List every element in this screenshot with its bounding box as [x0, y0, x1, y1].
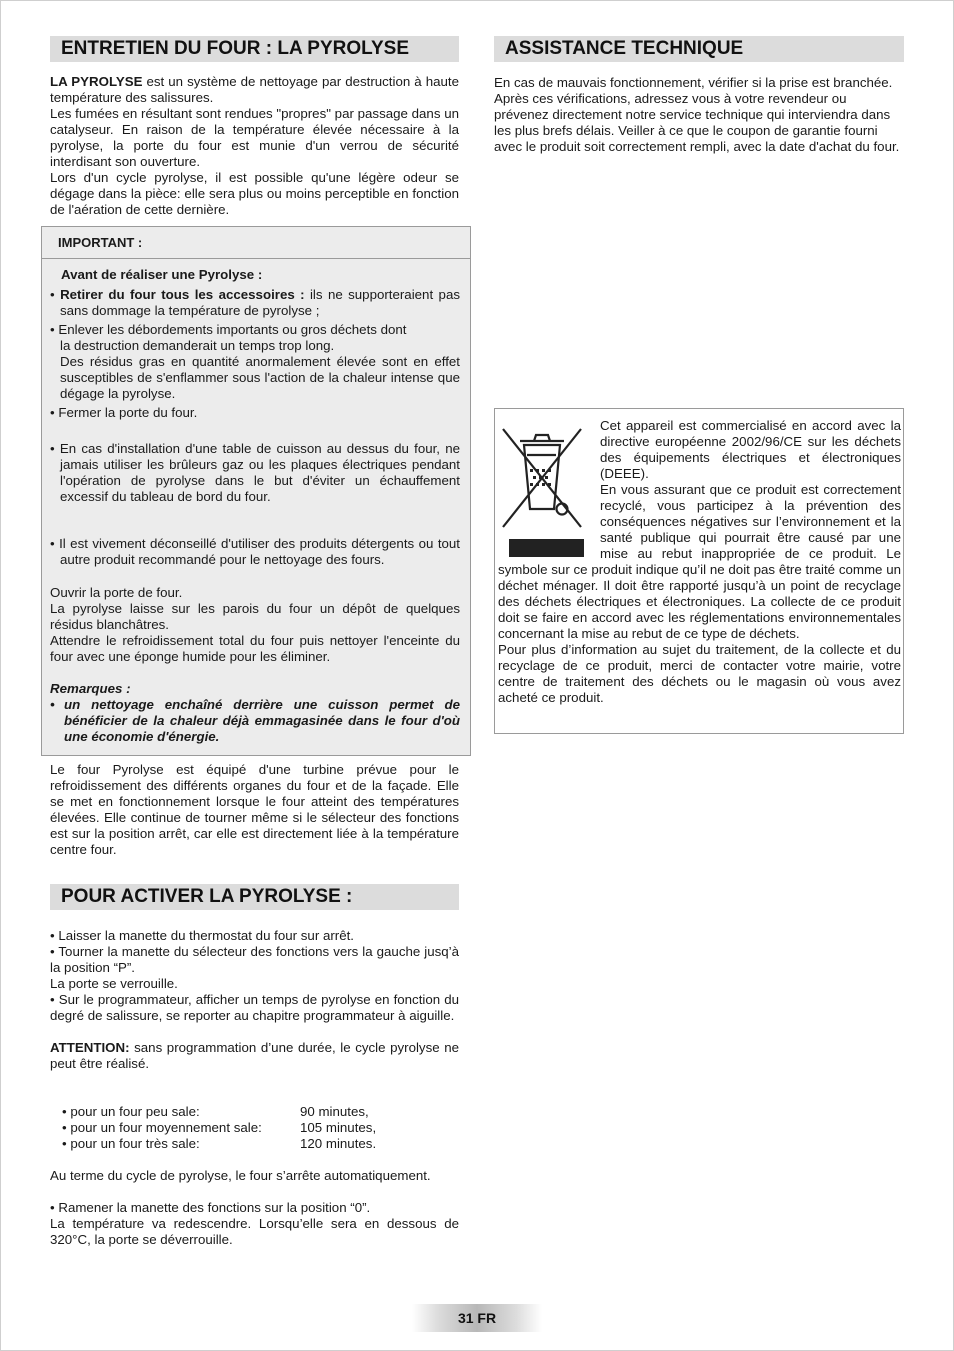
bullet-2-line-2: la destruction demanderait un temps trop long.: [60, 338, 335, 353]
bullet-1-text: ils ne supporteraient pas sans dommage la température de pyrolyse ;: [60, 287, 460, 318]
after-paragraph-3: Attendre le refroidissement total du four puis nettoyer l'enceinte du four avec une éponge humide pour les éliminer.: [50, 633, 460, 664]
remarks-title: Remarques :: [50, 681, 131, 696]
duration-row: [62, 1136, 422, 1152]
crossed-out-wheelie-bin-icon: [500, 417, 584, 559]
page-number-tab: [412, 1304, 542, 1332]
end-bullet: • Ramener la manette des fonctions sur la position “0”.: [50, 1200, 371, 1215]
important-bullet-3: • Fermer la porte du four.: [50, 405, 198, 420]
bullet-5-text: Il est vivement déconseillé d'utiliser des produits détergents ou tout autre produit recommandé pour le nettoyage des fours.: [59, 536, 460, 567]
intro-paragraph-2: Les fumées en résultant sont rendues "propres" par passage dans un catalyseur. En raison de la température élevée nécessaire à la pyrolyse, la porte du four est munie d'un verrou de sécurité interdisant son ouverture.: [50, 106, 459, 169]
duration-row: [62, 1104, 422, 1120]
weee-notice-box: [494, 408, 904, 734]
pyrolyse-durations: [62, 1104, 422, 1152]
weee-paragraph-2: En vous assurant que ce produit est correctement recyclé, vous participez à la prévention des conséquences négatives sur l’environnement et la santé publique qui pourrait être causé par une mise au rebut inappropriée de ce produit. Le symbole sur ce produit indique qu’il ne doit pas être traité comme un déchet ménager. Il doit être rapporté jusqu’à un point de recyclage des déchets électriques et électroniques. La collecte de ce produit doit se faire en accord avec les réglementations environnementales concernant la mise au rebut de ce type de déchets.: [498, 482, 901, 641]
attention-paragraph: [50, 1040, 459, 1072]
duration-label: • pour un four moyennement sale:: [62, 1120, 262, 1135]
duration-label: • pour un four peu sale:: [62, 1104, 200, 1119]
weee-paragraph-1: Cet appareil est commercialisé en accord avec la directive européenne 2002/96/CE sur les déchets des équipements électriques et électroniques (DEEE).: [600, 418, 901, 481]
bullet-2-line-3: Des résidus gras en quantité anormalement élevée sont en effet susceptibles de s'enflammer sous l'action de la chaleur intense que dégage la pyrolyse.: [60, 354, 460, 401]
important-bullet-4: • En cas d'installation d'une table de cuisson au dessus du four, ne jamais utiliser les brûleurs gaz ou les plaques électriques pendant l'opération de pyrolyse dans le but d'éviter un échauffement excessif du tableau de bord du four.: [50, 441, 460, 504]
after-paragraph-2: La pyrolyse laisse sur les parois du four un dépôt de quelques résidus blanchâtres.: [50, 601, 460, 632]
activation-bullet-3: • Sur le programmateur, afficher un temps de pyrolyse en fonction du degré de salissure, se reporter au chapitre programmateur à aiguille.: [50, 992, 459, 1023]
remarks-item-text: un nettoyage enchaîné derrière une cuisson permet de bénéficier de la chaleur déjà emmagasinée dans le four d'où une économie d'énergie.: [64, 697, 460, 744]
end-of-cycle: [50, 1168, 459, 1248]
section-heading-activer: POUR ACTIVER LA PYROLYSE :: [50, 884, 459, 910]
intro-text: est un système de nettoyage par destruction à haute température des salissures.: [50, 74, 459, 105]
section-heading-assistance: ASSISTANCE TECHNIQUE: [494, 36, 904, 62]
intro-paragraph-3: Lors d'un cycle pyrolyse, il est possible qu'une légère odeur se dégage dans la pièce: elle sera plus ou moins perceptible en fonction de l'aération de cette dernière.: [50, 170, 459, 217]
bullet-2-line-1: Enlever les débordements importants ou gros déchets dont: [58, 322, 407, 337]
duration-row: [62, 1120, 422, 1136]
important-body: [50, 267, 460, 568]
important-box: [41, 226, 471, 756]
after-paragraph-1: Ouvrir la porte de four.: [50, 585, 183, 600]
activation-bullet-2: • Tourner la manette du sélecteur des fonctions vers la gauche jusq’à la position “P”.: [50, 944, 459, 975]
intro-bold: LA PYROLYSE: [50, 74, 143, 89]
turbine-paragraph: Le four Pyrolyse est équipé d'une turbine prévue pour le refroidissement des différents organes du four et de la façade. Elle se met en fonctionnement lorsque le four atteint des températures élevées. Elle continue de tourner même si le sélecteur des fonctions est sur la position arrêt, car elle est directement liée à la température centre four.: [50, 762, 459, 857]
weee-paragraph-3: Pour plus d’information au sujet du traitement, de la collecte et du recyclage de ce produit, merci de contacter votre mairie, votre centre de traitement des déchets ou le magasin où vous avez acheté ce produit.: [498, 642, 901, 705]
duration-label: • pour un four très sale:: [62, 1136, 200, 1151]
activation-bullet-1: • Laisser la manette du thermostat du four sur arrêt.: [50, 928, 354, 943]
important-bullet-5: • Il est vivement déconseillé d'utiliser des produits détergents ou tout autre produit recommandé pour le nettoyage des fours.: [50, 536, 460, 567]
important-bullet-1: • Retirer du four tous les accessoires : ils ne supporteraient pas sans dommage la température de pyrolyse ;: [50, 287, 460, 318]
important-title: IMPORTANT :: [42, 227, 470, 259]
pyrolyse-intro: [50, 74, 459, 218]
bullet-4-text: En cas d'installation d'une table de cuisson au dessus du four, ne jamais utiliser les brûleurs gaz ou les plaques électriques pendant l'opération de pyrolyse dans le but d'éviter un échauffement excessif du tableau de bord du four.: [59, 441, 460, 504]
page-number: 31 FR: [457, 1310, 497, 1326]
important-bullet-2: • Enlever les débordements importants ou gros déchets dont la destruction demanderait un temps trop long. Des résidus gras en quantité anormalement élevée sont en effet susceptibles de s'enflammer sous l'action de la chaleur intense que dégage la pyrolyse.: [50, 322, 460, 401]
duration-value: 90 minutes,: [300, 1104, 369, 1119]
activation-steps: [50, 928, 459, 1072]
remarks-item: • un nettoyage enchaîné derrière une cuisson permet de bénéficier de la chaleur déjà emmagasinée dans le four d'où une économie d'énergie.: [50, 697, 460, 744]
duration-value: 120 minutes.: [300, 1136, 377, 1151]
attention-bold: ATTENTION:: [50, 1040, 130, 1055]
attention-text: sans programmation d’une durée, le cycle pyrolyse ne peut être réalisé.: [50, 1040, 459, 1071]
important-subtitle: Avant de réaliser une Pyrolyse :: [61, 267, 263, 282]
bullet-3-text: Fermer la porte du four.: [58, 405, 198, 420]
assistance-paragraph: En cas de mauvais fonctionnement, vérifier si la prise est branchée. Après ces vérifications, adressez vous à votre revendeur ou prévenez directement notre service technique qui interviendra dans les plus brefs délais. Veiller à ce que le coupon de garantie fourni avec le produit soit correctement rempli, avec la date d'achat du four.: [494, 75, 900, 154]
end-paragraph-2: La température va redescendre. Lorsqu’elle sera en dessous de 320°C, la porte se déverrouille.: [50, 1216, 459, 1247]
activation-paragraph: La porte se verrouille.: [50, 976, 178, 991]
end-paragraph: Au terme du cycle de pyrolyse, le four s’arrête automatiquement.: [50, 1168, 431, 1183]
important-after: [50, 585, 460, 745]
section-heading-pyrolyse: ENTRETIEN DU FOUR : LA PYROLYSE: [50, 36, 459, 62]
bullet-1-bold: Retirer du four tous les accessoires :: [60, 287, 305, 302]
duration-value: 105 minutes,: [300, 1120, 377, 1135]
